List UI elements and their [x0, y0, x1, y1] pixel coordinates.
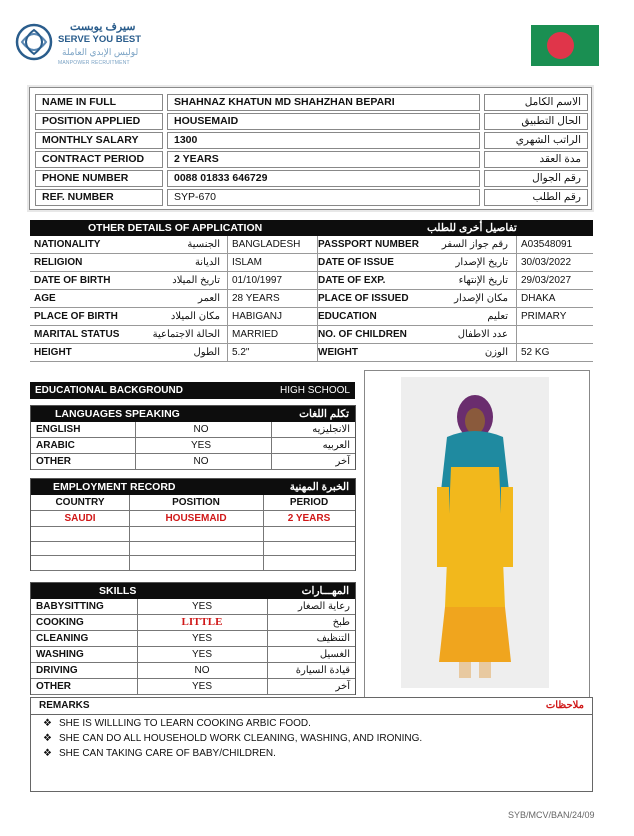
field-label-arabic: رقم الجوال [484, 170, 588, 187]
detail-label-arabic: الوزن [484, 347, 508, 358]
skill-name: BABYSITTING [36, 601, 104, 612]
detail-label-arabic: رقم جواز السفر [441, 239, 508, 250]
field-value: 2 YEARS [167, 151, 480, 168]
detail-label-arabic: الطول [193, 347, 220, 358]
detail-value: HABIGANJ [232, 311, 283, 322]
column-divider [263, 495, 264, 570]
employment-header [31, 479, 355, 495]
detail-label: HEIGHT [34, 347, 72, 358]
detail-label-arabic: الحالة الاجتماعية [152, 329, 220, 340]
language-value: YES [190, 440, 211, 451]
logo-tagline: MANPOWER RECRUITMENT [58, 60, 130, 66]
employment-column-header: PERIOD [289, 497, 329, 508]
field-label: REF. NUMBER [35, 189, 163, 206]
language-name: ENGLISH [36, 424, 81, 435]
footer-reference: SYB/MCV/BAN/24/09 [508, 810, 595, 820]
top-field-row [35, 189, 588, 207]
detail-value: DHAKA [521, 293, 556, 304]
logo-arabic-sub: لوليس الإبدي العاملة [62, 47, 139, 57]
field-value: 1300 [167, 132, 480, 149]
top-field-row [35, 151, 588, 169]
skill-value: NO [194, 665, 210, 676]
skill-arabic: قيادة السيارة [295, 665, 350, 676]
column-divider [267, 599, 268, 694]
detail-value [519, 326, 521, 344]
skills-table [30, 582, 356, 695]
applicant-photo-frame [364, 370, 590, 698]
skill-name: OTHER [36, 681, 71, 692]
skill-arabic: التنظيف [316, 633, 350, 644]
grid-row [31, 679, 355, 695]
field-label: NAME IN FULL [35, 94, 163, 111]
detail-label-arabic: تاريخ الإصدار [455, 257, 508, 268]
field-label: MONTHLY SALARY [35, 132, 163, 149]
detail-label: WEIGHT [318, 347, 358, 358]
top-field-row [35, 170, 588, 188]
logo-knot-icon [14, 22, 54, 62]
detail-label-arabic: تعليم [487, 311, 508, 322]
remark-text: SHE CAN TAKING CARE OF BABY/CHILDREN. [59, 748, 276, 759]
employment-empty-row [31, 542, 355, 557]
details-row [30, 236, 593, 254]
detail-value: A03548091 [521, 239, 573, 250]
skill-name: WASHING [36, 649, 84, 660]
language-value: NO [193, 456, 209, 467]
diamond-bullet-icon: ❖ [43, 733, 52, 744]
language-name: OTHER [36, 456, 71, 467]
educational-background-bar [30, 382, 355, 399]
skill-name: CLEANING [36, 633, 89, 644]
logo-arabic-name: سيرف يوبست [70, 21, 136, 33]
remarks-header [31, 698, 592, 715]
field-label: POSITION APPLIED [35, 113, 163, 130]
detail-label-arabic: تاريخ الإنتهاء [458, 275, 508, 286]
employment-period: 2 YEARS [287, 513, 331, 524]
detail-label: NATIONALITY [34, 239, 101, 250]
details-row [30, 326, 593, 344]
company-logo [14, 20, 144, 68]
employment-column-header: COUNTRY [55, 497, 105, 508]
remarks-title-arabic: ملاحظات [545, 700, 584, 711]
employment-title: EMPLOYMENT RECORD [53, 481, 176, 493]
detail-value: 29/03/2027 [521, 275, 572, 286]
skill-name: DRIVING [36, 665, 78, 676]
grid-row [31, 599, 355, 615]
skill-value: LITTLE [181, 616, 223, 628]
skill-arabic: طبخ [332, 617, 350, 628]
employment-table [30, 478, 356, 571]
detail-label-arabic: عدد الاطفال [457, 329, 508, 340]
language-arabic: آخر [335, 456, 350, 467]
remark-text: SHE IS WILLLING TO LEARN COOKING ARBIC FOOD. [59, 718, 311, 729]
skills-header [31, 583, 355, 599]
applicant-photo-icon [401, 377, 549, 688]
skill-value: YES [191, 649, 212, 660]
remarks-title: REMARKS [39, 700, 90, 711]
grid-row [31, 647, 355, 663]
skill-arabic: رعاية الصغار [298, 601, 350, 612]
detail-value: 01/10/1997 [232, 275, 283, 286]
field-value: HOUSEMAID [167, 113, 480, 130]
grid-row [31, 631, 355, 647]
details-row [30, 254, 593, 272]
employment-column-header: POSITION [172, 497, 220, 508]
detail-value: 28 YEARS [232, 293, 280, 304]
field-label-arabic: الراتب الشهري [484, 132, 588, 149]
detail-label: AGE [34, 293, 56, 304]
languages-table [30, 405, 356, 470]
grid-row [31, 454, 355, 470]
column-divider [227, 236, 228, 362]
languages-header [31, 406, 355, 422]
top-field-row [35, 94, 588, 112]
other-details-header [30, 220, 593, 236]
column-divider [271, 422, 272, 469]
language-name: ARABIC [36, 440, 75, 451]
skill-value: YES [191, 601, 212, 612]
detail-label-arabic: مكان الميلاد [170, 311, 220, 322]
detail-value: 5.2" [232, 347, 250, 358]
employment-empty-row [31, 556, 355, 571]
field-value: 0088 01833 646729 [167, 170, 480, 187]
remarks-box [30, 697, 593, 792]
remark-item [43, 718, 311, 729]
field-label-arabic: رقم الطلب [484, 189, 588, 206]
language-value: NO [193, 424, 209, 435]
remark-item [43, 748, 276, 759]
education-label: EDUCATIONAL BACKGROUND [35, 385, 183, 396]
detail-label: PLACE OF ISSUED [318, 293, 409, 304]
skills-title-arabic: المهـــارات [301, 585, 349, 597]
applicant-photo [401, 377, 549, 688]
detail-label: MARITAL STATUS [34, 329, 120, 340]
detail-label-arabic: مكان الإصدار [454, 293, 508, 304]
top-field-row [35, 132, 588, 150]
detail-value: BANGLADESH [232, 239, 301, 250]
skill-value: YES [191, 633, 212, 644]
languages-title-arabic: تكلم اللغات [299, 408, 349, 420]
field-label-arabic: مدة العقد [484, 151, 588, 168]
field-label: PHONE NUMBER [35, 170, 163, 187]
detail-label: DATE OF EXP. [318, 275, 386, 286]
remark-item [43, 733, 423, 744]
details-row [30, 344, 593, 362]
skill-value: YES [191, 681, 212, 692]
employment-title-arabic: الخبرة المهنية [289, 481, 349, 493]
employment-country: SAUDI [64, 513, 96, 524]
field-value: SHAHNAZ KHATUN MD SHAHZHAN BEPARI [167, 94, 480, 111]
diamond-bullet-icon: ❖ [43, 748, 52, 759]
detail-value: MARRIED [232, 329, 279, 340]
column-divider [129, 495, 130, 570]
details-row [30, 290, 593, 308]
detail-label-arabic: العمر [198, 293, 220, 304]
detail-value: PRIMARY [521, 311, 567, 322]
remark-text: SHE CAN DO ALL HOUSEHOLD WORK CLEANING, WASHING, AND IRONING. [59, 733, 423, 744]
logo-name: SERVE YOU BEST [58, 34, 142, 45]
column-divider [516, 236, 517, 362]
detail-value: 52 KG [521, 347, 550, 358]
column-divider [317, 236, 318, 362]
language-arabic: العربيه [322, 440, 350, 451]
detail-value: ISLAM [232, 257, 263, 268]
grid-row [31, 663, 355, 679]
details-row [30, 272, 593, 290]
detail-label: EDUCATION [318, 311, 377, 322]
column-divider [137, 599, 138, 694]
language-arabic: الانجليزيه [312, 424, 350, 435]
employment-columns-header [31, 495, 355, 511]
bangladesh-flag-icon [531, 25, 599, 66]
other-details-title-arabic: تفاصيل أخرى للطلب [427, 222, 517, 234]
languages-title: LANGUAGES SPEAKING [55, 408, 180, 420]
field-label: CONTRACT PERIOD [35, 151, 163, 168]
column-divider [135, 422, 136, 469]
education-value: HIGH SCHOOL [279, 385, 350, 396]
field-label-arabic: الحال التطبيق [484, 113, 588, 130]
detail-label-arabic: تاريخ الميلاد [172, 275, 220, 286]
detail-label-arabic: الجنسية [187, 239, 220, 250]
applicant-info-box [29, 87, 592, 210]
skill-arabic: آخر [335, 681, 350, 692]
detail-label: PASSPORT NUMBER [318, 239, 419, 250]
detail-label: PLACE OF BIRTH [34, 311, 118, 322]
field-value: SYP-670 [167, 189, 480, 206]
detail-label-arabic: الديانة [194, 257, 220, 268]
flag-disc [547, 32, 574, 59]
detail-label: DATE OF BIRTH [34, 275, 111, 286]
detail-label: NO. OF CHILDREN [318, 329, 407, 340]
grid-row [31, 615, 355, 631]
field-label-arabic: الاسم الكامل [484, 94, 588, 111]
skills-title: SKILLS [99, 585, 137, 597]
other-details-title: OTHER DETAILS OF APPLICATION [88, 222, 263, 234]
skill-name: COOKING [36, 617, 84, 628]
diamond-bullet-icon: ❖ [43, 718, 52, 729]
detail-label: DATE OF ISSUE [318, 257, 394, 268]
details-row [30, 308, 593, 326]
top-field-row [35, 113, 588, 131]
detail-label: RELIGION [34, 257, 83, 268]
employment-row [31, 511, 355, 527]
employment-empty-row [31, 527, 355, 542]
detail-value: 30/03/2022 [521, 257, 572, 268]
other-details-table [30, 220, 593, 368]
employment-position: HOUSEMAID [165, 513, 227, 524]
grid-row [31, 438, 355, 454]
skill-arabic: الغسيل [319, 649, 350, 660]
grid-row [31, 422, 355, 438]
